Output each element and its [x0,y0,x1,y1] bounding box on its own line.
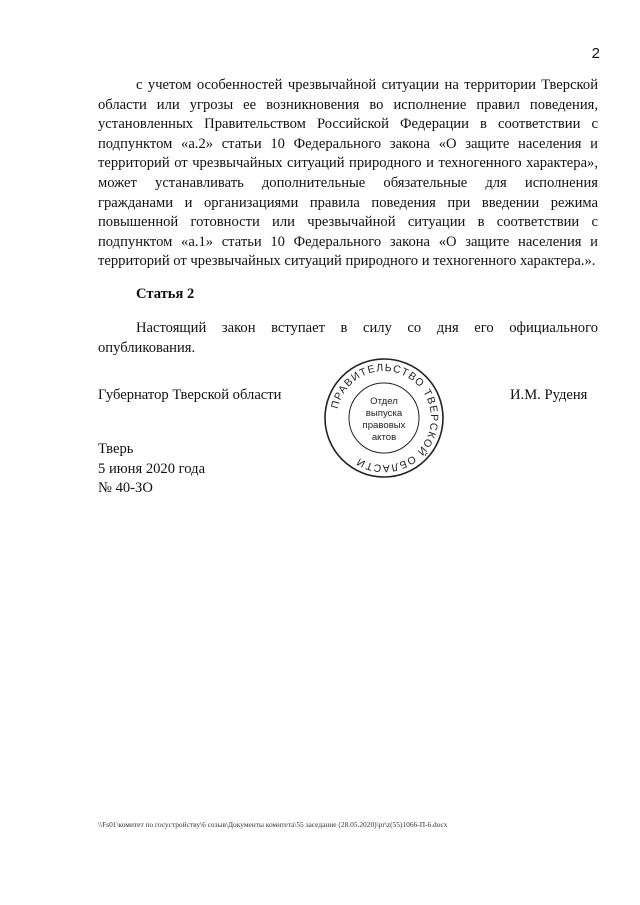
document-city: Тверь [98,441,134,457]
continuation-paragraph: с учетом особенностей чрезвычайной ситуации на территории Тверской области или угрозы ее возникновения во исполнение правил поведения, установленных Правительством Российской Федерации в соответствии с подпунктом «а.2» статьи 10 Федерального закона «О защите населения и территорий от чрезвычайных ситуаций природного и техногенного характера», может устанавливать дополнительные обязательные для исполнения гражданами и организациями правила поведения при введении режима повышенной готовности или чрезвычайной ситуации в соответствии с подпунктом «а.1» статьи 10 Федерального закона «О защите населения и территорий от чрезвычайных ситуаций природного и техногенного характера.». [98,77,598,270]
stamp-ring-text: ПРАВИТЕЛЬСТВО ТВЕРСКОЙ ОБЛАСТИ [328,361,441,475]
signatory-position: Губернатор Тверской области [98,387,282,403]
document-date: 5 июня 2020 года [98,460,206,477]
article-heading: Статья 2 [136,286,195,302]
page-number: 2 [591,45,600,62]
effective-date-paragraph: Настоящий закон вступает в силу со дня его официального опубликования. [98,320,598,356]
stamp-center-line: Отдел [370,396,398,407]
stamp-center-line: актов [371,432,397,443]
official-stamp [322,356,446,480]
document-meta [98,440,205,499]
signatory-name: И.М. Руденя [510,387,588,403]
document-number: № 40-ЗО [98,480,153,496]
footer-file-path: \\Fs01\комитет по госустройству\6 созыв\Документы комитета\55 заседание (28.05.2020)\pr\z(55)1066-П-6.docx [98,820,448,829]
stamp-center-line: правовых [362,420,406,431]
stamp-center-line: выпуска [365,408,403,419]
